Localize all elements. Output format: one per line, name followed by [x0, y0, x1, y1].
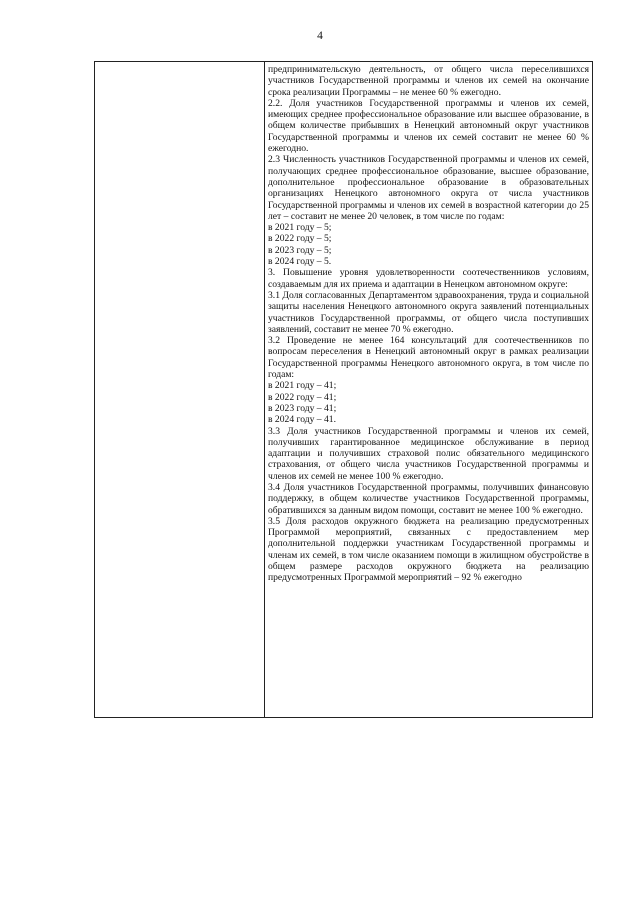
list-item: в 2024 году – 5.: [268, 256, 332, 268]
paragraph: 2.2. Доля участников Государственной программы и членов их семей, имеющих среднее профессиональное образование или высшее образование, в общем количестве прибывших в Ненецкий автономный округ участников Государственной программы и членов их семей составит не менее 60 % ежегодно.: [268, 97, 589, 155]
table-left-column: [95, 62, 265, 717]
list-item: в 2021 году – 41;: [268, 380, 337, 392]
paragraph: 2.3 Численность участников Государственной программы и членов их семей, получающих среднее профессиональное образование, высшее образование, дополнительное профессиональное образование в образовательных организациях Ненецкого автономного округа от числа участников Государственной программы и членов их семей в возрастной категории до 25 лет – составит не менее 20 человек, в том числе по годам:: [268, 154, 589, 222]
list-item: в 2022 году – 41;: [268, 391, 337, 403]
table-right-column: [268, 64, 589, 584]
page-number: 4: [317, 30, 323, 42]
paragraph: 3.5 Доля расходов окружного бюджета на реализацию предусмотренных Программой мероприятий, связанных с предоставлением мер дополнительной поддержки участникам Государственной программы и членам их семей, в том числе оказанием помощи в жилищном обустройстве в общем размере расходов окружного бюджета на реализацию предусмотренных Программой мероприятий – 92 % ежегодно: [268, 515, 589, 584]
document-table: [94, 61, 593, 718]
paragraph: предпринимательскую деятельность, от общего числа переселившихся участников Государственной программы и членов их семей на окончание срока реализации Программы – не менее 60 % ежегодно.: [268, 64, 589, 98]
list-item: в 2024 году – 41.: [268, 414, 336, 426]
list-item: в 2023 году – 5;: [268, 244, 332, 256]
list-item: в 2021 году – 5;: [268, 222, 332, 234]
list-item: в 2022 году – 5;: [268, 233, 332, 245]
paragraph: 3.1 Доля согласованных Департаментом здравоохранения, труда и социальной защиты населения Ненецкого автономного округа заявлений потенциальных участников Государственной программы, от общего числа поступивших заявлений, составит не менее 70 % ежегодно.: [268, 289, 589, 335]
paragraph: 3. Повышение уровня удовлетворенности соотечественников условиям, создаваемым для их приема и адаптации в Ненецком автономном округе:: [268, 267, 589, 290]
list-item: в 2023 году – 41;: [268, 402, 337, 414]
paragraph: 3.2 Проведение не менее 164 консультаций для соотечественников по вопросам переселения в Ненецкий автономный округ в рамках реализации Государственной программы Ненецкого автономного округа, в том числе по годам:: [268, 335, 589, 381]
paragraph: 3.3 Доля участников Государственной программы и членов их семей, получивших гарантированное медицинское обслуживание в период адаптации и получивших страховой полис обязательного медицинского страхования, от общего числа участников Государственной программы и членов их семей не менее 100 % ежегодно.: [268, 425, 589, 482]
paragraph: 3.4 Доля участников Государственной программы, получивших финансовую поддержку, в общем количестве участников Государственной программы, обратившихся за данным видом помощи, составит не менее 100 % ежегодно.: [268, 481, 589, 516]
